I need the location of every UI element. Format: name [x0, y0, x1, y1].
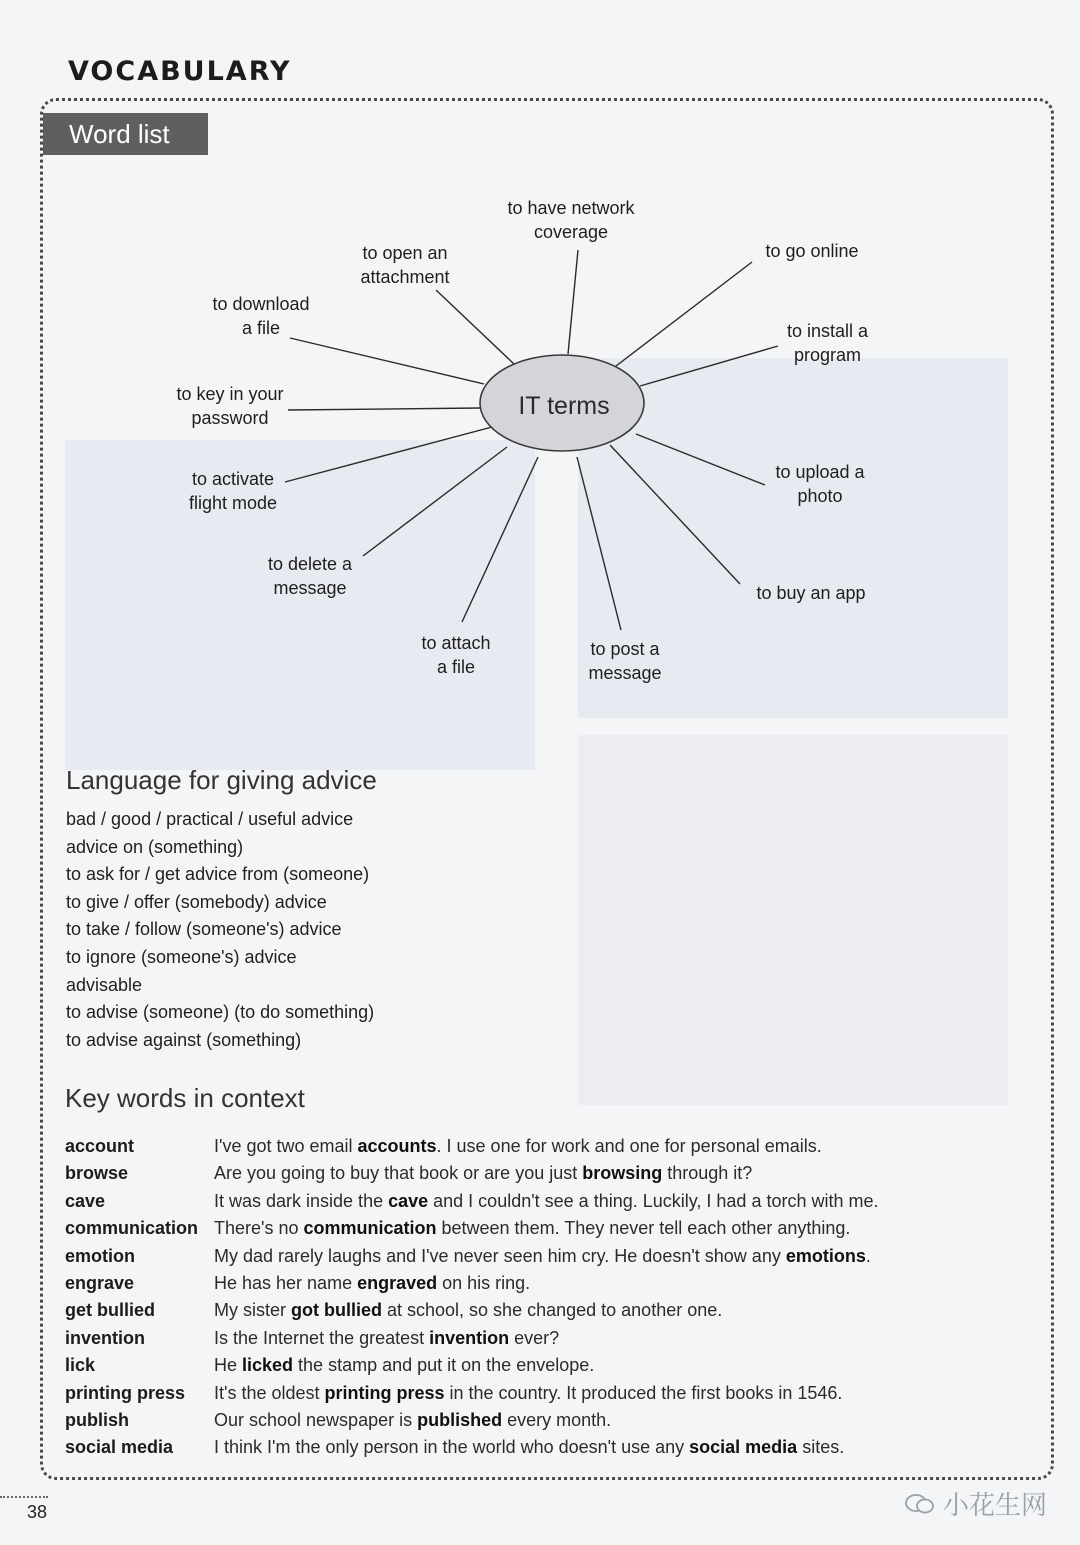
it-terms-mindmap [0, 0, 1080, 760]
key-word: printing press [65, 1382, 186, 1403]
context-sentence: Are you going to buy that book or are you just browsing through it? [214, 1163, 753, 1184]
section-heading: VOCABULARY [68, 56, 292, 87]
key-word: lick [65, 1355, 96, 1376]
key-word: get bullied [65, 1300, 155, 1321]
mindmap-spoke [436, 290, 514, 364]
key-words-title: Key words in context [65, 1083, 305, 1113]
key-word: engrave [65, 1272, 135, 1293]
advice-item: to advise (someone) (to do something) [66, 1002, 375, 1023]
key-word: account [65, 1136, 135, 1156]
term-go-online: to go online [765, 241, 859, 261]
context-sentence: He has her name engraved on his ring. [214, 1272, 531, 1293]
mindmap-spoke [288, 408, 480, 410]
advice-item: to take / follow (someone's) advice [66, 919, 342, 940]
key-word: publish [65, 1409, 129, 1430]
term-network-coverage: to have network coverage [507, 198, 635, 242]
key-word: social media [65, 1437, 174, 1458]
mindmap-spoke [616, 262, 752, 366]
term-flight-mode: to activate flight mode [188, 469, 278, 513]
context-sentence: I've got two email accounts. I use one for work and one for personal emails. [214, 1136, 822, 1156]
mindmap-spoke [290, 338, 484, 384]
context-sentence: It was dark inside the cave and I couldn't see a thing. Luckily, I had a torch with me. [214, 1190, 879, 1211]
term-open-attachment: to open an attachment [360, 243, 450, 287]
key-word: browse [65, 1163, 129, 1184]
advice-item: advice on (something) [66, 836, 244, 857]
advice-title: Language for giving advice [66, 765, 377, 795]
watermark [905, 1485, 1047, 1522]
term-install-program: to install a program [786, 321, 869, 365]
advice-item: to advise against (something) [66, 1029, 302, 1050]
watermark-text: 小花生网 [943, 1490, 1048, 1520]
context-sentence: It's the oldest printing press in the country. It produced the first books in 1546. [214, 1382, 843, 1403]
term-buy-app: to buy an app [756, 583, 866, 603]
page-number-rule [0, 1496, 48, 1498]
term-delete-message: to delete a message [267, 554, 353, 598]
advice-item: bad / good / practical / useful advice [66, 809, 354, 829]
context-sentence: There's no communication between them. They never tell each other anything. [214, 1218, 851, 1239]
term-attach-file: to attach a file [421, 633, 491, 677]
mindmap-spoke [363, 447, 507, 556]
key-word: cave [65, 1190, 106, 1211]
key-word: emotion [65, 1245, 135, 1266]
mindmap-spoke [640, 346, 778, 386]
term-download-file: to download a file [212, 294, 310, 338]
mindmap-spoke [636, 434, 765, 485]
term-upload-photo: to upload a photo [775, 462, 865, 506]
context-sentence: He licked the stamp and put it on the envelope. [214, 1355, 595, 1376]
advice-item: to ignore (someone's) advice [66, 946, 297, 967]
context-sentence: Is the Internet the greatest invention ever? [214, 1327, 560, 1348]
context-sentence: Our school newspaper is published every month. [214, 1409, 612, 1430]
mindmap-spoke [285, 427, 492, 482]
context-sentence: My dad rarely laughs and I've never seen him cry. He doesn't show any emotions. [214, 1245, 871, 1266]
key-word: communication [65, 1218, 199, 1239]
advice-list [66, 806, 374, 1054]
mindmap-spoke [462, 457, 538, 622]
mindmap-spoke [577, 457, 621, 630]
term-key-in-password: to key in your password [176, 384, 284, 428]
page-number: 38 [27, 1502, 48, 1522]
term-post-message: to post a message [588, 639, 662, 683]
key-word: invention [65, 1327, 145, 1348]
advice-item: advisable [66, 974, 143, 995]
mindmap-spoke [610, 445, 740, 584]
advice-item: to give / offer (somebody) advice [66, 891, 327, 912]
advice-item: to ask for / get advice from (someone) [66, 864, 370, 885]
context-sentence: My sister got bullied at school, so she changed to another one. [214, 1300, 723, 1321]
chat-bubble-icon [905, 1493, 935, 1515]
mindmap-spoke [568, 250, 578, 354]
context-sentence: I think I'm the only person in the world who doesn't use any social media sites. [214, 1437, 845, 1458]
word-list-tab: Word list [43, 113, 208, 155]
center-label: IT terms [518, 392, 610, 420]
